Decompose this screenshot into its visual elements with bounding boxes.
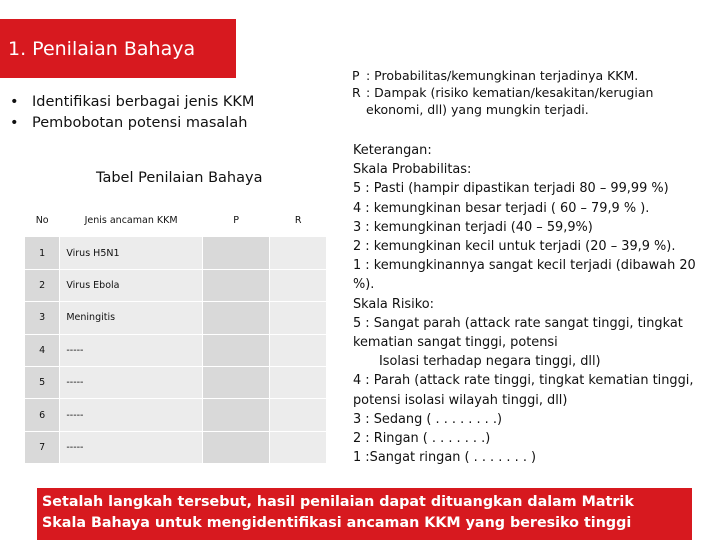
column-header-jenis: Jenis ancaman KKM: [60, 205, 202, 237]
cell-p: [202, 366, 270, 398]
definitions: [352, 67, 702, 118]
cell-r: [270, 237, 327, 269]
column-header-p: P: [202, 205, 270, 237]
cell-r: [270, 431, 327, 463]
risk-line: 1 :Sangat ringan ( . . . . . . . ): [353, 450, 537, 466]
definition-p-text: : Probabilitas/kemungkinan terjadinya KKM.: [366, 68, 639, 83]
probability-scale-heading: Skala Probabilitas:: [353, 162, 472, 178]
column-header-no: No: [25, 205, 60, 237]
bullet-dot-icon: •: [10, 94, 19, 110]
cell-p: [202, 431, 270, 463]
cell-r: [270, 334, 327, 366]
probability-line: 1 : kemungkinannya sangat kecil terjadi (dibawah 20 %).: [353, 258, 696, 293]
cell-no: 2: [25, 269, 60, 301]
cell-p: [202, 269, 270, 301]
keterangan-block: [353, 141, 713, 467]
definition-p: [352, 67, 702, 84]
probability-line: 5 : Pasti (hampir dipastikan terjadi 80 – 99,99 %): [353, 181, 669, 197]
table-title: Tabel Penilaian Bahaya: [96, 170, 263, 186]
keterangan-heading: Keterangan:: [353, 143, 432, 158]
bullet-dot-icon: •: [10, 115, 19, 131]
cell-p: [202, 302, 270, 334]
cell-no: 3: [25, 302, 60, 334]
hazard-table: [24, 204, 327, 464]
cell-no: 6: [25, 399, 60, 431]
table-row: [25, 366, 327, 398]
cell-no: 1: [25, 237, 60, 269]
cell-r: [270, 302, 327, 334]
cell-r: [270, 399, 327, 431]
cell-jenis: Meningitis: [60, 302, 202, 334]
risk-line: 2 : Ringan ( . . . . . . .): [353, 431, 491, 447]
cell-jenis: -----: [60, 399, 202, 431]
bullet-text: Pembobotan potensi masalah: [32, 115, 248, 131]
definition-r: [352, 84, 702, 118]
bullet-text: Identifikasi berbagai jenis KKM: [32, 94, 255, 110]
cell-r: [270, 366, 327, 398]
definition-r-text: : Dampak (risiko kematian/kesakitan/kerugian ekonomi, dll) yang mungkin terjadi.: [366, 85, 654, 117]
table-row: [25, 237, 327, 269]
risk-line-continuation: Isolasi terhadap negara tinggi, dll): [379, 354, 601, 370]
probability-line: 3 : kemungkinan terjadi (40 – 59,9%): [353, 219, 593, 235]
cell-no: 4: [25, 334, 60, 366]
cell-jenis: Virus H5N1: [60, 237, 202, 269]
cell-no: 7: [25, 431, 60, 463]
column-header-r: R: [270, 205, 327, 237]
cell-p: [202, 399, 270, 431]
probability-line: 2 : kemungkinan kecil untuk terjadi (20 – 39,9 %).: [353, 239, 676, 255]
cell-p: [202, 334, 270, 366]
risk-scale-heading: Skala Risiko:: [353, 296, 434, 312]
cell-jenis: -----: [60, 366, 202, 398]
table-row: [25, 431, 327, 463]
definition-r-key: R: [352, 85, 361, 100]
risk-line: 5 : Sangat parah (attack rate sangat tinggi, tingkat kematian sangat tinggi, potensi: [353, 315, 683, 351]
table-row: [25, 399, 327, 431]
bullet-item: [10, 92, 254, 113]
page-title: 1. Penilaian Bahaya: [8, 38, 196, 60]
table-row: [25, 334, 327, 366]
table-row: [25, 302, 327, 334]
table-row: [25, 269, 327, 301]
footer-text: Setalah langkah tersebut, hasil penilaian dapat dituangkan dalam Matrik Skala Bahaya untuk mengidentifikasi ancaman KKM yang beresiko tinggi: [42, 494, 634, 531]
cell-p: [202, 237, 270, 269]
risk-line: 4 : Parah (attack rate tinggi, tingkat kematian tinggi, potensi isolasi wilayah tinggi, dll): [353, 373, 694, 408]
definition-p-key: P: [352, 68, 360, 83]
cell-jenis: -----: [60, 334, 202, 366]
cell-jenis: -----: [60, 431, 202, 463]
cell-r: [270, 269, 327, 301]
cell-jenis: Virus Ebola: [60, 269, 202, 301]
bullet-item: [10, 113, 254, 134]
risk-line: 3 : Sedang ( . . . . . . . .): [353, 411, 503, 427]
bullet-list: [10, 92, 254, 134]
probability-line: 4 : kemungkinan besar terjadi ( 60 – 79,9 % ).: [353, 200, 650, 216]
cell-no: 5: [25, 366, 60, 398]
table-header-row: [25, 205, 327, 237]
